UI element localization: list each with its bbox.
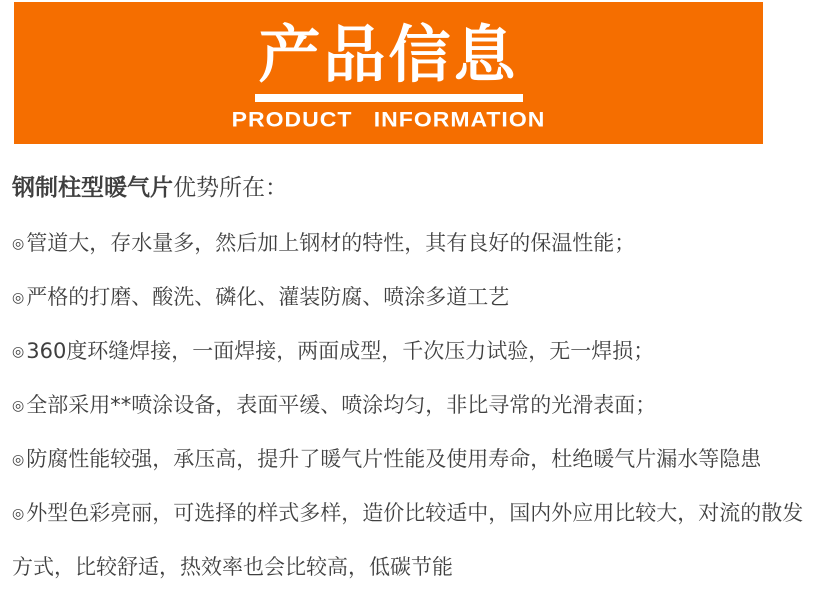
intro-bold-text: 钢制柱型暖气片 [12, 175, 173, 201]
bullet-item [12, 325, 815, 379]
intro-regular-text: 优势所在： [173, 175, 288, 201]
product-info-page [0, 2, 823, 615]
bullet-item [12, 379, 815, 433]
bullet-item [12, 271, 815, 325]
banner-title: 产品信息 [258, 18, 519, 91]
bullet-text: 外型色彩亮丽，可选择的样式多样，造价比较适中，国内外应用比较大，对流的散发方式，比较舒适，热效率也会比较高，低碳节能 [12, 501, 804, 579]
bullet-item [12, 433, 815, 487]
intro-line [12, 160, 815, 217]
bullseye-bullet-icon: ◎ [12, 398, 25, 414]
bullet-item [12, 487, 815, 594]
bullseye-bullet-icon: ◎ [12, 344, 25, 360]
bullet-text: 全部采用**喷涂设备，表面平缓、喷涂均匀，非比寻常的光滑表面； [26, 393, 657, 417]
content-area [0, 144, 823, 594]
bullseye-bullet-icon: ◎ [12, 452, 25, 468]
bullet-text: 管道大，存水量多，然后加上钢材的特性，其有良好的保温性能； [26, 231, 636, 255]
banner [14, 2, 763, 144]
bullet-text: 防腐性能较强，承压高，提升了暖气片性能及使用寿命，杜绝暖气片漏水等隐患 [26, 447, 762, 471]
bullseye-bullet-icon: ◎ [12, 506, 25, 522]
banner-subtitle: PRODUCT INFORMATION [231, 107, 546, 131]
bullseye-bullet-icon: ◎ [12, 236, 25, 252]
bullet-item [12, 217, 815, 271]
bullseye-bullet-icon: ◎ [12, 290, 25, 306]
banner-divider [255, 94, 523, 102]
bullet-text: 严格的打磨、酸洗、磷化、灌装防腐、喷涂多道工艺 [26, 285, 510, 309]
bullet-text: 360度环缝焊接，一面焊接，两面成型，千次压力试验，无一焊损； [26, 339, 655, 363]
